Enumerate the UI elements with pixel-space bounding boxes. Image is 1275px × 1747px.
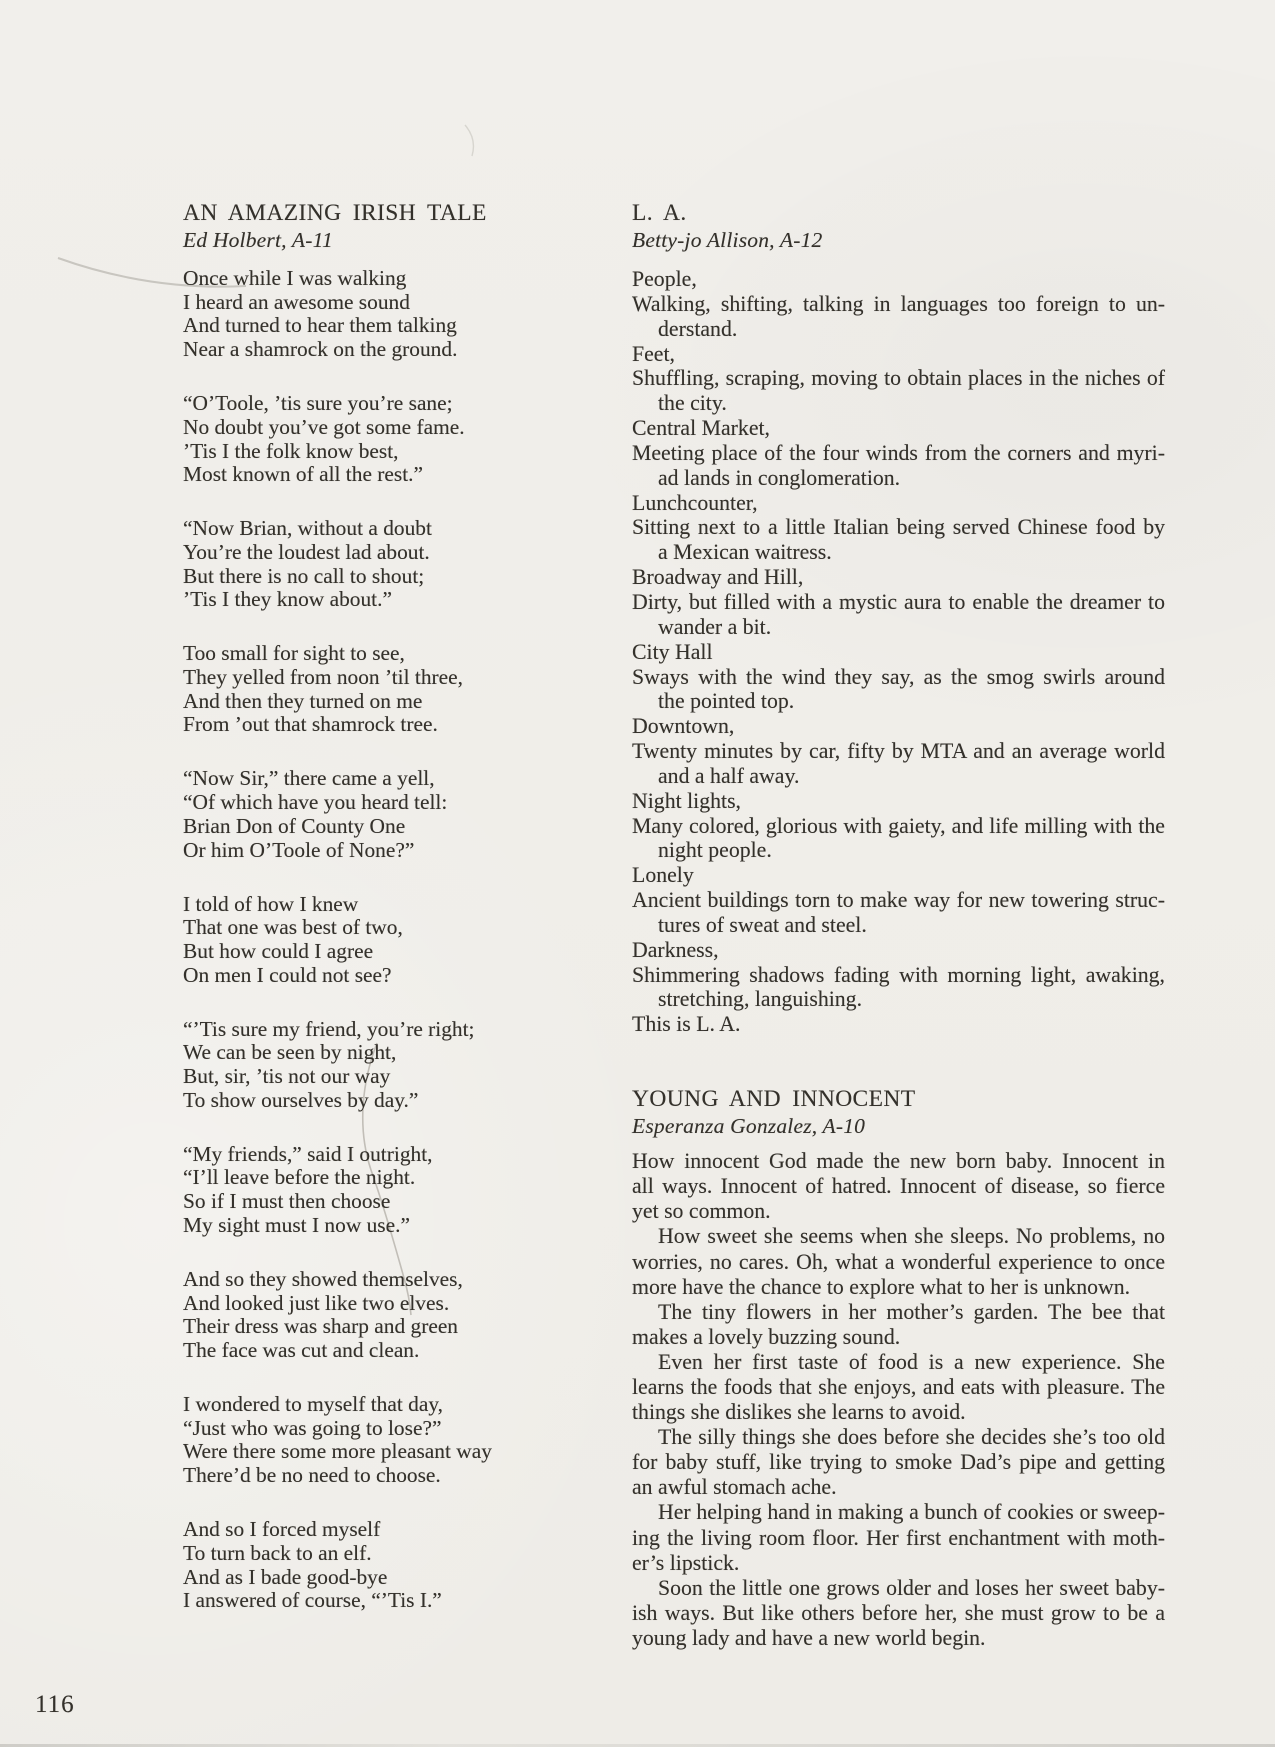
essay-line: Her helping hand in making a bunch of cookies or sweep- [658,1500,1165,1525]
essay-paragraphs [632,1149,1165,1651]
stanza-line: To turn back to an elf. [183,1540,372,1565]
essay-title: YOUNG AND INNOCENT [632,1086,916,1113]
left-column [183,199,505,1643]
la-poem-line: Downtown, [632,714,735,739]
la-poem-line: stretching, languishing. [658,987,863,1012]
essay-line: er’s lipstick. [632,1550,740,1575]
stanza [183,1018,505,1113]
stanza-line: There’d be no need to choose. [183,1463,441,1488]
stanza-line: Near a shamrock on the ground. [183,337,458,362]
stanza [183,767,505,862]
stanza-line: We can be seen by night, [183,1040,397,1065]
la-poem-line: Feet, [632,341,675,366]
stanza-line: I told of how I knew [183,891,359,916]
essay-line: things she dislikes she learns to avoid. [632,1400,966,1425]
poem-irish-author: Ed Holbert, A-11 [183,228,333,252]
stanza-line: “Just who was going to lose?” [183,1415,442,1440]
essay-paragraph [632,1224,1165,1299]
stanza-line: ’Tis I the folk know best, [183,438,399,463]
la-poem-line: Meeting place of the four winds from the corners and myri- [632,440,1165,465]
la-poem-line: People, [632,267,697,291]
stanza-line: I wondered to myself that day, [183,1391,443,1416]
stanza [183,642,505,737]
essay-line: How sweet she seems when she sleeps. No problems, no [658,1224,1165,1249]
poem-la-title: L. A. [632,200,687,226]
stanza [183,1518,505,1613]
la-poem-line: derstand. [658,316,738,341]
stanza-line: Or him O’Toole of None?” [183,837,415,862]
stanza [183,1143,505,1238]
stanza-line: But, sir, ’tis not our way [183,1064,391,1089]
poem-la-author: Betty-jo Allison, A-12 [632,228,823,252]
stanza-line: That one was best of two, [183,915,403,940]
essay-paragraph [632,1576,1165,1651]
la-poem-line: This is L. A. [632,1012,741,1037]
essay-paragraph [632,1149,1165,1224]
la-poem-line: Shuffling, scraping, moving to obtain places in the niches of [632,366,1165,391]
essay-line: all ways. Innocent of hatred. Innocent of disease, so fierce [632,1174,1165,1199]
stanza-line: On men I could not see? [183,962,392,987]
la-poem-line: tures of sweat and steel. [658,912,867,937]
stanza-line: From ’out that shamrock tree. [183,712,438,737]
la-poem-line: wander a bit. [658,614,772,639]
essay-line: for baby stuff, like trying to smoke Dad’s pipe and getting [632,1450,1165,1475]
stanza-line: But how could I agree [183,938,374,963]
stanza-line: Their dress was sharp and green [183,1314,459,1339]
essay-line: ing the living room floor. Her first enchantment with moth- [632,1525,1165,1550]
stanza-line: So if I must then choose [183,1189,391,1214]
la-poem-line: City Hall [632,639,713,664]
stanza-line: And turned to hear them talking [183,313,457,338]
essay-line: an awful stomach ache. [632,1475,837,1500]
essay-paragraph [632,1500,1165,1575]
stanza-line: “O’Toole, ’tis sure you’re sane; [183,391,453,416]
stanza-line: Once while I was walking [183,266,407,290]
stanza-line: You’re the loudest lad about. [183,539,430,564]
essay-paragraph [632,1350,1165,1425]
la-poem-line: the pointed top. [658,689,795,714]
essay-young-and-innocent [632,1085,1165,1651]
essay-line: young lady and have a new world begin. [632,1625,986,1650]
la-poem-line: Twenty minutes by car, fifty by MTA and an average world [632,739,1165,764]
la-poem-line: Walking, shifting, talking in languages too foreign to un- [632,291,1165,316]
essay-line: more have the chance to explore what to her is unknown. [632,1274,1131,1299]
la-poem-lines [632,267,1165,1037]
essay-line: worries, no cares. Oh, what a wonderful experience to once [632,1249,1165,1274]
la-poem-line: Night lights, [632,788,741,813]
stanza-line: Were there some more pleasant way [183,1439,492,1464]
page-number: 116 [35,1691,75,1718]
la-poem-line: Dirty, but filled with a mystic aura to enable the dreamer to [632,589,1165,614]
scan-mark-top-center [465,125,473,156]
la-poem-line: Central Market, [632,416,770,441]
stanza-line: The face was cut and clean. [183,1337,420,1362]
essay-paragraph [632,1425,1165,1500]
essay-line: learns the foods that she enjoys, and eats with pleasure. The [632,1375,1165,1399]
stanza-line: I answered of course, “’Tis I.” [183,1588,442,1613]
stanza-line: And so I forced myself [183,1517,381,1542]
stanza-line: They yelled from noon ’til three, [183,665,463,690]
stanza-line: My sight must I now use.” [183,1212,410,1237]
la-poem-line: Shimmering shadows fading with morning light, awaking, [632,962,1165,987]
stanza [183,392,505,487]
essay-line: makes a lovely buzzing sound. [632,1324,901,1349]
essay-line: yet so common. [632,1199,771,1224]
stanza-line: “My friends,” said I outright, [183,1141,433,1166]
la-poem-line: the city. [658,391,727,416]
la-poem-line: night people. [658,838,772,863]
stanza-line: And looked just like two elves. [183,1290,450,1315]
essay-line: The tiny flowers in her mother’s garden. The bee that [658,1299,1165,1324]
stanza-line: Brian Don of County One [183,813,406,838]
stanza-line: And then they turned on me [183,688,423,713]
stanza-line: “Of which have you heard tell: [183,790,448,815]
right-column [632,199,1165,1651]
stanza-line: “Now Sir,” there came a yell, [183,766,435,791]
poem-irish-title: AN AMAZING IRISH TALE [183,200,487,226]
essay-line: How innocent God made the new born baby. Innocent in [632,1149,1165,1174]
stanza-line: ’Tis I they know about.” [183,587,392,612]
stanza-line: And so they showed themselves, [183,1266,463,1291]
la-poem-line: a Mexican waitress. [658,540,832,565]
essay-line: Soon the little one grows older and loses her sweet baby- [658,1575,1165,1600]
la-poem-line: Sways with the wind they say, as the smog swirls around [632,664,1165,689]
stanza-line: No doubt you’ve got some fame. [183,414,465,439]
stanza-line: To show ourselves by day.” [183,1087,419,1112]
stanza-line: Most known of all the rest.” [183,462,424,487]
stanza [183,1393,505,1488]
essay-author: Esperanza Gonzalez, A-10 [632,1114,866,1139]
stanza [183,893,505,988]
la-poem-line: Lonely [632,863,694,888]
essay-line: ish ways. But like others before her, she must grow to be a [632,1600,1165,1625]
la-poem-line: Lunchcounter, [632,490,758,515]
la-poem-line: Sitting next to a little Italian being served Chinese food by [632,515,1165,540]
la-poem-line: Many colored, glorious with gaiety, and life milling with the [632,813,1165,838]
stanza [183,517,505,612]
stanza-line: “I’ll leave before the night. [183,1165,416,1190]
stanza-line: But there is no call to shout; [183,563,425,588]
la-poem-line: Ancient buildings torn to make way for new towering struc- [632,888,1165,913]
stanza [183,267,505,362]
la-poem-line: and a half away. [658,763,800,788]
stanza-line: “Now Brian, without a doubt [183,516,432,541]
stanza-line: I heard an awesome sound [183,289,410,314]
stanza-line: And as I bade good-bye [183,1564,388,1589]
essay-line: Even her first taste of food is a new experience. She [658,1349,1165,1374]
stanza-line: Too small for sight to see, [183,641,405,666]
poem-la [632,199,1165,1037]
essay-paragraph [632,1300,1165,1350]
la-poem-line: ad lands in conglomeration. [658,465,901,490]
stanza-list [183,267,505,1613]
stanza [183,1268,505,1363]
stanza-line: “’Tis sure my friend, you’re right; [183,1016,475,1041]
essay-line: The silly things she does before she decides she’s too old [658,1425,1165,1450]
la-poem-line: Darkness, [632,937,719,962]
la-poem-line: Broadway and Hill, [632,565,804,590]
